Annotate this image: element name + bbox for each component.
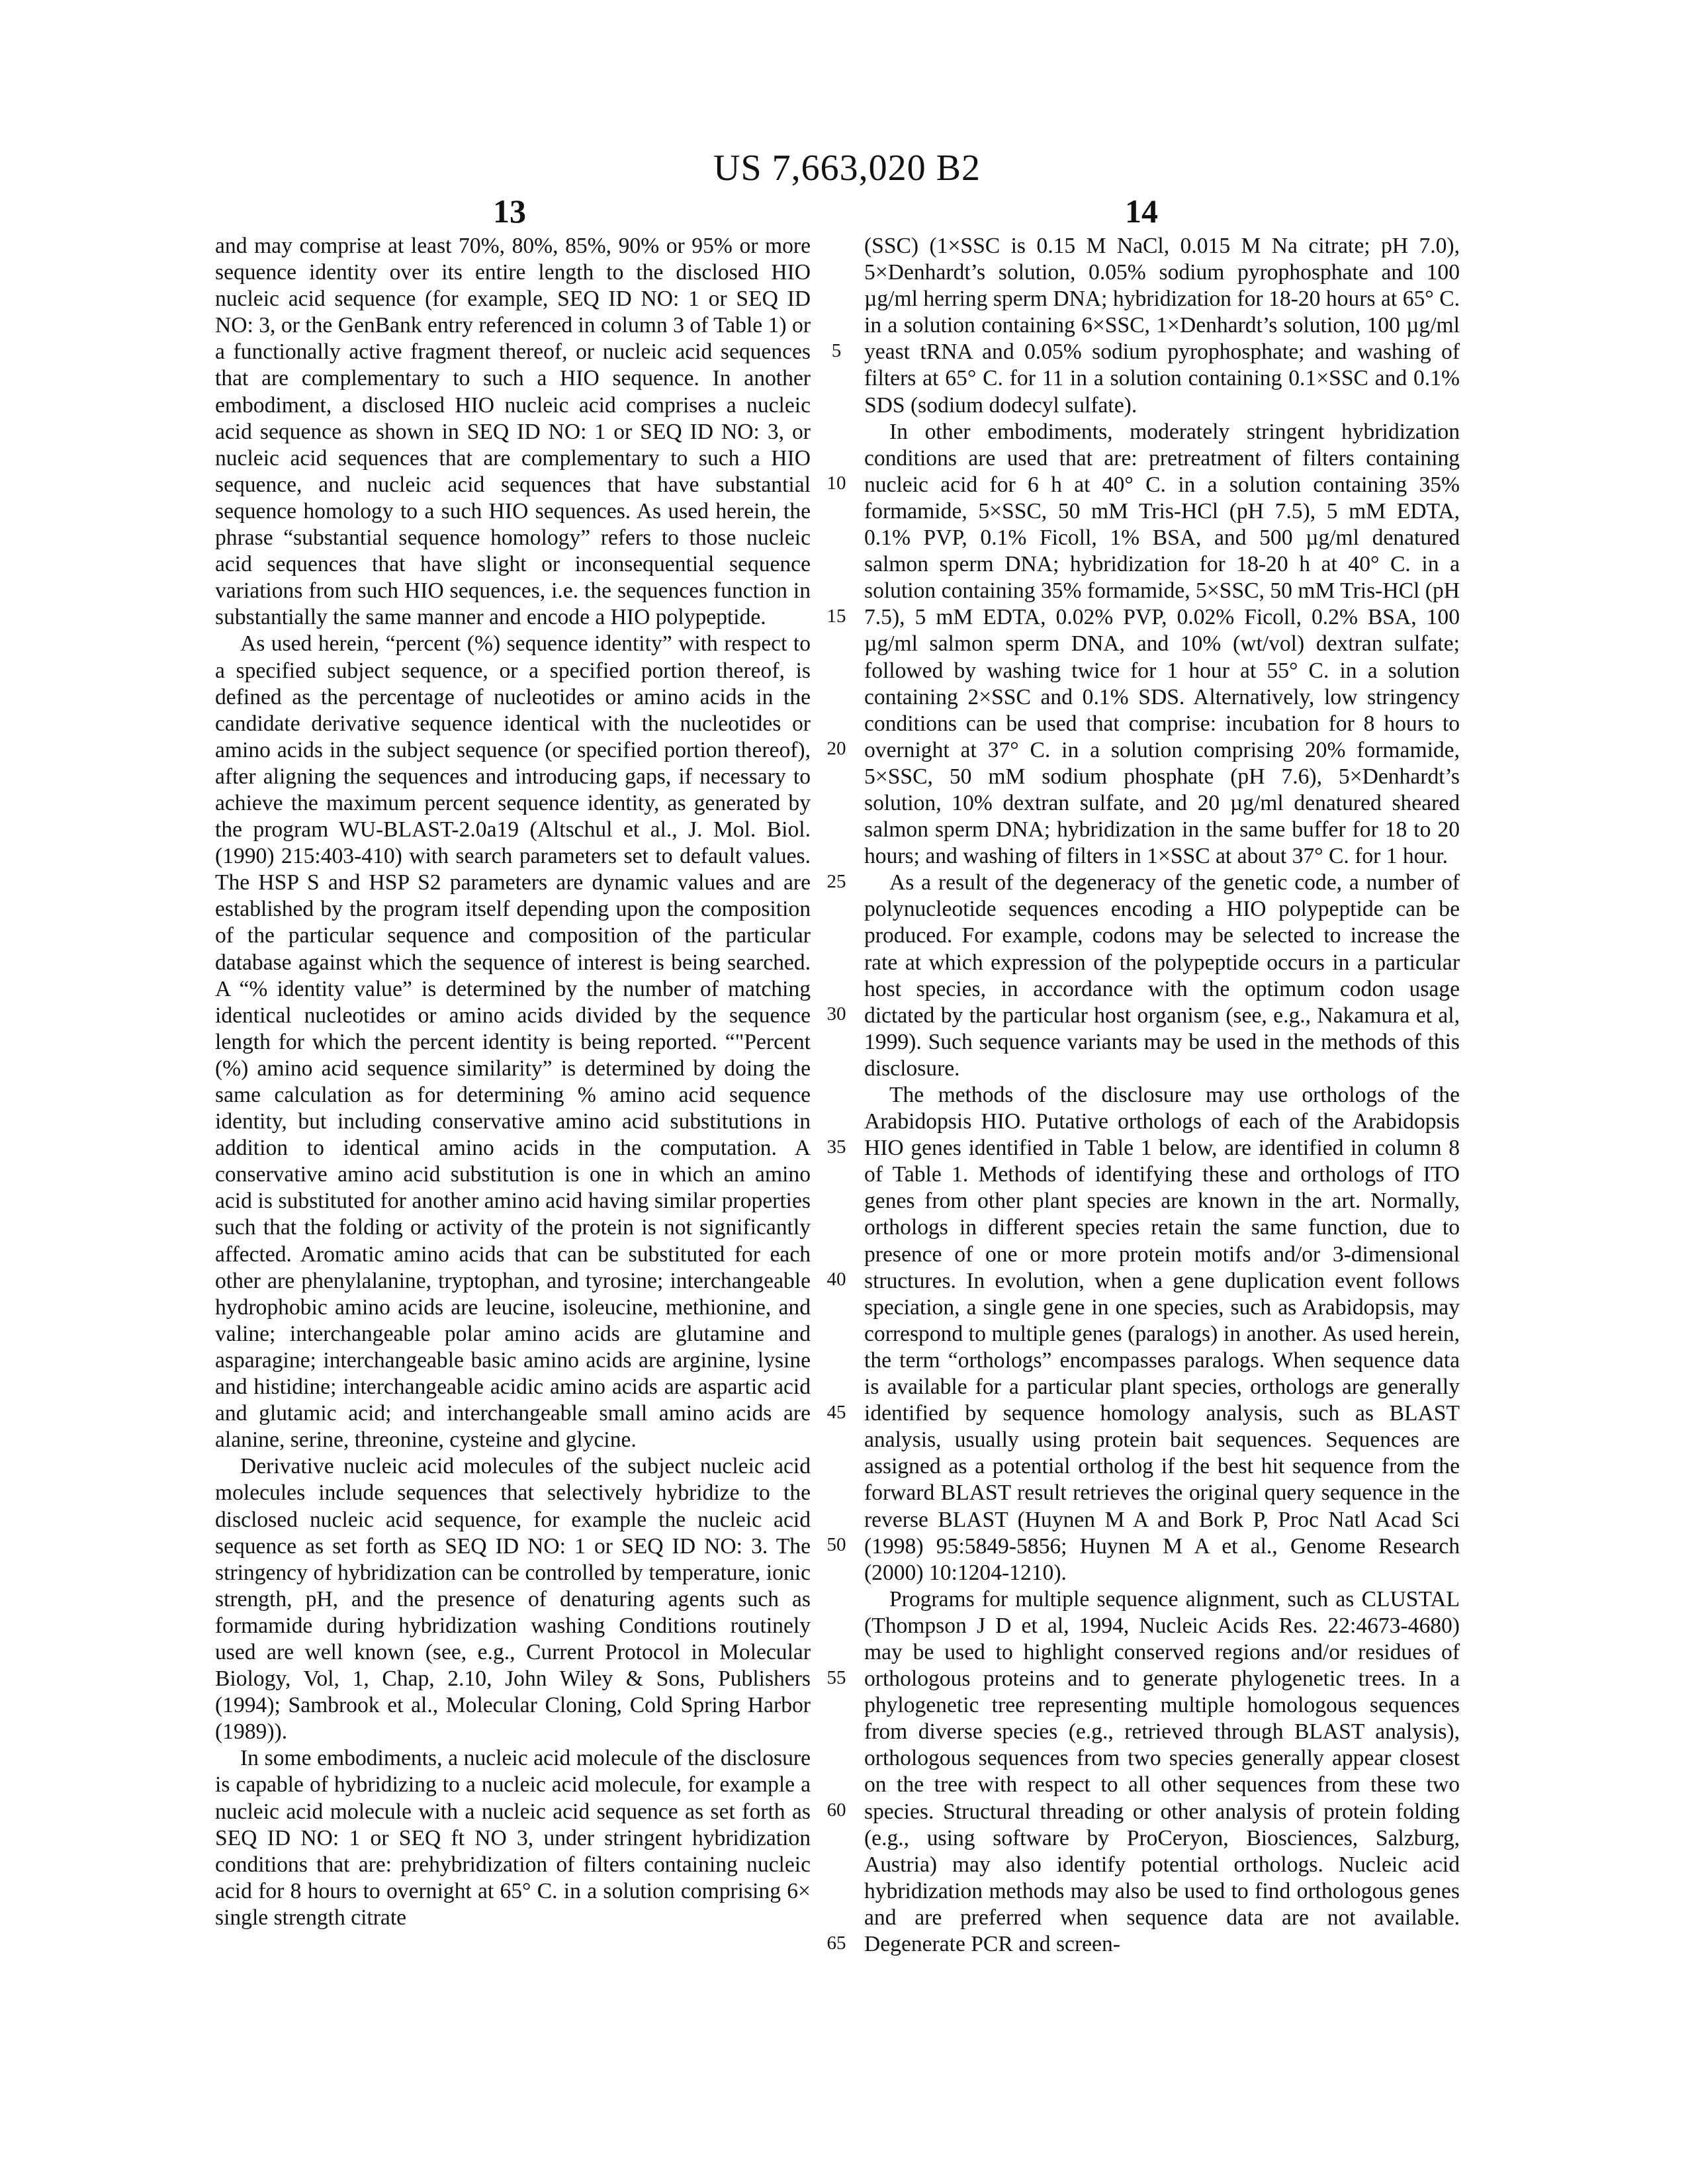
paragraph: As a result of the degeneracy of the genetic code, a number of polynucleotide sequences encoding a HIO polypeptide can be produced. For example, codons may be selected to increase the rate at which expression of the polypeptide occurs in a particular host species, in accordance with the optimum codon usage dictated by the particular host organism (see, e.g., Nakamura et al, 1999). Such sequence variants may be used in the methods of this disclosure. — [864, 870, 1460, 1082]
paragraph: The methods of the disclosure may use orthologs of the Arabidopsis HIO. Putative orthologs of each of the Arabidopsis HIO genes identified in Table 1 below, are identified in column 8 of Table 1. Methods of identifying these and orthologs of ITO genes from other plant species are known in the art. Normally, orthologs in different species retain the same function, due to presence of one or more protein motifs and/or 3-dimensional structures. In evolution, when a gene duplication event follows speciation, a single gene in one species, such as Arabidopsis, may correspond to multiple genes (paralogs) in another. As used herein, the term “orthologs” encompasses paralogs. When sequence data is available for a particular plant species, orthologs are generally identified by sequence homology analysis, such as BLAST analysis, usually using protein bait sequences. Sequences are assigned as a potential ortholog if the best hit sequence from the forward BLAST result retrieves the original query sequence in the reverse BLAST (Huynen M A and Bork P, Proc Natl Acad Sci (1998) 95:5849-5856; Huynen M A et al., Genome Research (2000) 10:1204-1210). — [864, 1082, 1460, 1586]
right-column-number: 14 — [1125, 192, 1158, 230]
line-number-gutter — [813, 0, 860, 2184]
paragraph: Programs for multiple sequence alignment, such as CLUSTAL (Thompson J D et al, 1994, Nucleic Acids Res. 22:4673-4680) may be used to highlight conserved regions and/or residues of orthologous proteins and to generate phylogenetic trees. In a phylogenetic tree representing multiple homologous sequences from diverse species (e.g., retrieved through BLAST analysis), orthologous sequences from two species generally appear closest on the tree with respect to all other sequences from these two species. Structural threading or other analysis of protein folding (e.g., using software by ProCeryon, Biosciences, Salzburg, Austria) may also identify potential orthologs. Nucleic acid hybridization methods may also be used to find orthologous genes and are preferred when sequence data are not available. Degenerate PCR and screen- — [864, 1586, 1460, 1958]
line-number: 50 — [813, 1534, 860, 1556]
line-number: 65 — [813, 1933, 860, 1954]
line-number: 15 — [813, 606, 860, 627]
line-number: 25 — [813, 871, 860, 893]
paragraph: and may comprise at least 70%, 80%, 85%, 90% or 95% or more sequence identity over its entire length to the disclosed HIO nucleic acid sequence (for example, SEQ ID NO: 1 or SEQ ID NO: 3, or the GenBank entry referenced in column 3 of Table 1) or a functionally active fragment thereof, or nucleic acid sequences that are complementary to such a HIO sequence. In another embodiment, a disclosed HIO nucleic acid comprises a nucleic acid sequence as shown in SEQ ID NO: 1 or SEQ ID NO: 3, or nucleic acid sequences that are complementary to such a HIO sequence, and nucleic acid sequences that have substantial sequence homology to a such HIO sequences. As used herein, the phrase “substantial sequence homology” refers to those nucleic acid sequences that have slight or inconsequential sequence variations from such HIO sequences, i.e. the sequences function in substantially the same manner and encode a HIO polypeptide. — [215, 233, 811, 631]
line-number: 45 — [813, 1402, 860, 1424]
paragraph: As used herein, “percent (%) sequence identity” with respect to a specified subject sequence, or a specified portion thereof, is defined as the percentage of nucleotides or amino acids in the candidate derivative sequence identical with the nucleotides or amino acids in the subject sequence (or specified portion thereof), after aligning the sequences and introducing gaps, if necessary to achieve the maximum percent sequence identity, as generated by the program WU-BLAST-2.0a19 (Altschul et al., J. Mol. Biol. (1990) 215:403-410) with search parameters set to default values. The HSP S and HSP S2 parameters are dynamic values and are established by the program itself depending upon the composition of the particular sequence and composition of the particular database against which the sequence of interest is being searched. A “% identity value” is determined by the number of matching identical nucleotides or amino acids divided by the sequence length for which the percent identity is being reported. “"Percent (%) amino acid sequence similarity” is determined by doing the same calculation as for determining % amino acid sequence identity, but including conservative amino acid substitutions in addition to identical amino acids in the computation. A conservative amino acid substitution is one in which an amino acid is substituted for another amino acid having similar properties such that the folding or activity of the protein is not significantly affected. Aromatic amino acids that can be substituted for each other are phenylalanine, tryptophan, and tyrosine; interchangeable hydrophobic amino acids are leucine, isoleucine, methionine, and valine; interchangeable polar amino acids are glutamine and asparagine; interchangeable basic amino acids are arginine, lysine and histidine; interchangeable acidic amino acids are aspartic acid and glutamic acid; and interchangeable small amino acids are alanine, serine, threonine, cysteine and glycine. — [215, 631, 811, 1453]
left-text-column — [215, 233, 811, 1931]
line-number: 10 — [813, 473, 860, 494]
line-number: 40 — [813, 1269, 860, 1291]
paragraph: In other embodiments, moderately stringent hybridization conditions are used that are: pretreatment of filters containing nucleic acid for 6 h at 40° C. in a solution containing 35% formamide, 5×SSC, 50 mM Tris-HCl (pH 7.5), 5 mM EDTA, 0.1% PVP, 0.1% Ficoll, 1% BSA, and 500 µg/ml denatured salmon sperm DNA; hybridization for 18-20 h at 40° C. in a solution containing 35% formamide, 5×SSC, 50 mM Tris-HCl (pH 7.5), 5 mM EDTA, 0.02% PVP, 0.02% Ficoll, 0.2% BSA, 100 µg/ml salmon sperm DNA, and 10% (wt/vol) dextran sulfate; followed by washing twice for 1 hour at 55° C. in a solution containing 2×SSC and 0.1% SDS. Alternatively, low stringency conditions can be used that comprise: incubation for 8 hours to overnight at 37° C. in a solution comprising 20% formamide, 5×SSC, 50 mM sodium phosphate (pH 7.6), 5×Denhardt’s solution, 10% dextran sulfate, and 20 µg/ml denatured sheared salmon sperm DNA; hybridization in the same buffer for 18 to 20 hours; and washing of filters in 1×SSC at about 37° C. for 1 hour. — [864, 419, 1460, 870]
paragraph: Derivative nucleic acid molecules of the subject nucleic acid molecules include sequences that selectively hybridize to the disclosed nucleic acid sequence, for example the nucleic acid sequence as set forth as SEQ ID NO: 1 or SEQ ID NO: 3. The stringency of hybridization can be controlled by temperature, ionic strength, pH, and the presence of denaturing agents such as formamide during hybridization washing Conditions routinely used are well known (see, e.g., Current Protocol in Molecular Biology, Vol, 1, Chap, 2.10, John Wiley & Sons, Publishers (1994); Sambrook et al., Molecular Cloning, Cold Spring Harbor (1989)). — [215, 1453, 811, 1745]
paragraph: (SSC) (1×SSC is 0.15 M NaCl, 0.015 M Na citrate; pH 7.0), 5×Denhardt’s solution, 0.05% sodium pyrophosphate and 100 µg/ml herring sperm DNA; hybridization for 18-20 hours at 65° C. in a solution containing 6×SSC, 1×Denhardt’s solution, 100 µg/ml yeast tRNA and 0.05% sodium pyrophosphate; and washing of filters at 65° C. for 11 in a solution containing 0.1×SSC and 0.1% SDS (sodium dodecyl sulfate). — [864, 233, 1460, 419]
line-number: 20 — [813, 738, 860, 760]
line-number: 30 — [813, 1003, 860, 1025]
left-column-number: 13 — [493, 192, 526, 230]
line-number: 5 — [813, 340, 860, 362]
right-text-column — [864, 233, 1460, 1958]
line-number: 35 — [813, 1136, 860, 1158]
paragraph: In some embodiments, a nucleic acid molecule of the disclosure is capable of hybridizing to a nucleic acid molecule, for example a nucleic acid molecule with a nucleic acid sequence as set forth as SEQ ID NO: 1 or SEQ ft NO 3, under stringent hybridization conditions that are: prehybridization of filters containing nucleic acid for 8 hours to overnight at 65° C. in a solution comprising 6× single strength citrate — [215, 1745, 811, 1931]
line-number: 60 — [813, 1799, 860, 1821]
line-number: 55 — [813, 1667, 860, 1689]
patent-number: US 7,663,020 B2 — [0, 147, 1694, 189]
